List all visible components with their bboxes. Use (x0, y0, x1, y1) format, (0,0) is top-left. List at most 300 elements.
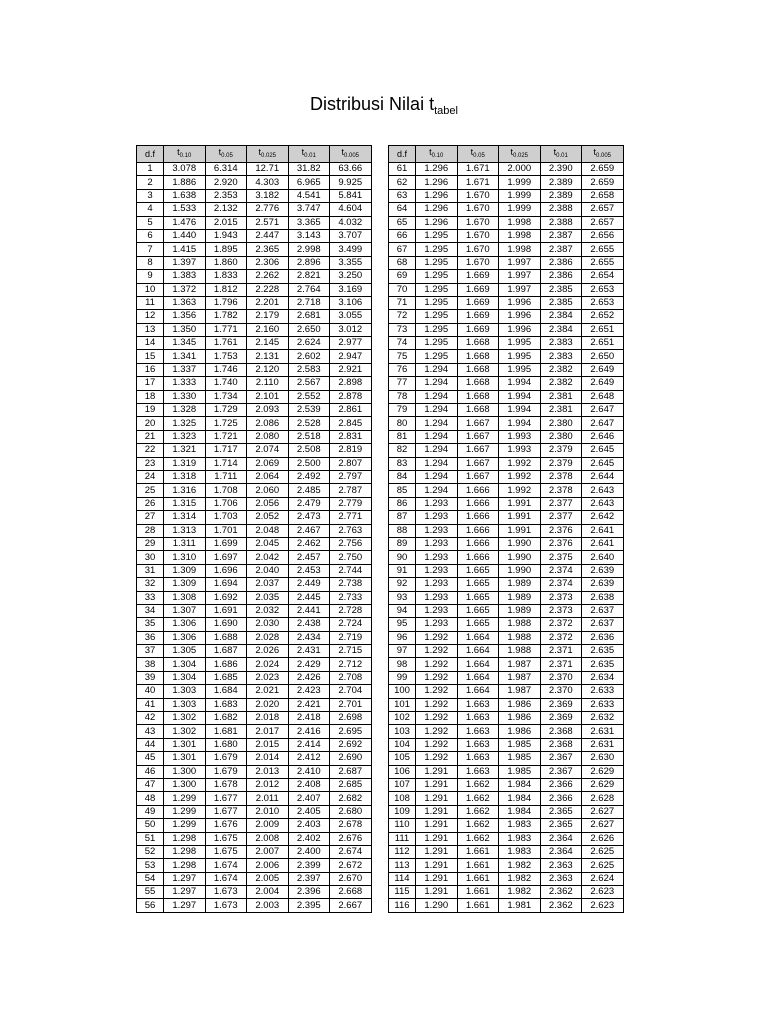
table-row (137, 738, 372, 751)
t-value-cell: 1.310 (164, 551, 206, 564)
df-cell: 16 (137, 363, 164, 376)
df-cell: 32 (137, 578, 164, 591)
t-value-cell: 2.383 (540, 337, 582, 350)
header-subscript: 0.005 (344, 153, 360, 159)
t-value-cell: 2.998 (288, 243, 330, 256)
t-value-cell: 1.696 (205, 564, 247, 577)
table-row (389, 216, 624, 229)
t-value-cell: 1.296 (416, 176, 458, 189)
t-value-cell: 1.341 (164, 350, 206, 363)
t-value-cell: 1.661 (457, 886, 499, 899)
t-value-cell: 1.685 (205, 671, 247, 684)
t-value-cell: 2.028 (247, 631, 289, 644)
t-value-cell: 2.651 (582, 323, 624, 336)
t-value-cell: 2.633 (582, 698, 624, 711)
df-cell: 47 (137, 778, 164, 791)
t-value-cell: 2.920 (205, 176, 247, 189)
t-value-cell: 1.662 (457, 832, 499, 845)
t-value-cell: 1.988 (499, 645, 541, 658)
t-value-cell: 2.640 (582, 551, 624, 564)
t-value-cell: 2.418 (288, 712, 330, 725)
t-value-cell: 2.120 (247, 363, 289, 376)
t-value-cell: 1.321 (164, 444, 206, 457)
t-value-cell: 2.037 (247, 578, 289, 591)
df-cell: 10 (137, 283, 164, 296)
t-value-cell: 1.982 (499, 886, 541, 899)
table-row (137, 404, 372, 417)
t-value-cell: 1.671 (457, 163, 499, 176)
t-value-cell: 2.381 (540, 404, 582, 417)
t-value-cell: 1.293 (416, 524, 458, 537)
t-value-cell: 1.664 (457, 658, 499, 671)
table-row (137, 229, 372, 242)
table-row (389, 404, 624, 417)
table-row (389, 752, 624, 765)
table-row (389, 270, 624, 283)
t-value-cell: 1.990 (499, 551, 541, 564)
t-value-cell: 2.005 (247, 872, 289, 885)
t-value-cell: 1.697 (205, 551, 247, 564)
t-value-cell: 2.708 (330, 671, 372, 684)
df-cell: 49 (137, 805, 164, 818)
t-value-cell: 2.368 (540, 738, 582, 751)
table-row (137, 819, 372, 832)
t-value-cell: 2.382 (540, 377, 582, 390)
title-subscript: tabel (434, 105, 458, 117)
header-subscript: 0.01 (304, 153, 316, 159)
t-table-left (136, 145, 372, 913)
t-value-cell: 2.370 (540, 671, 582, 684)
table-row (389, 417, 624, 430)
df-cell: 61 (389, 163, 416, 176)
df-cell: 97 (389, 645, 416, 658)
t-value-cell: 4.303 (247, 176, 289, 189)
t-value-cell: 1.998 (499, 216, 541, 229)
table-body (137, 163, 372, 913)
t-value-cell: 2.712 (330, 658, 372, 671)
t-value-cell: 1.943 (205, 229, 247, 242)
t-value-cell: 1.676 (205, 819, 247, 832)
t-value-cell: 2.014 (247, 752, 289, 765)
table-row (389, 363, 624, 376)
t-value-cell: 2.387 (540, 229, 582, 242)
table-row (389, 618, 624, 631)
t-value-cell: 3.169 (330, 283, 372, 296)
t-value-cell: 1.293 (416, 551, 458, 564)
t-value-cell: 2.009 (247, 819, 289, 832)
table-row (137, 832, 372, 845)
t-value-cell: 2.473 (288, 511, 330, 524)
header-subscript: 0.025 (513, 153, 529, 159)
t-value-cell: 2.385 (540, 283, 582, 296)
t-value-cell: 2.624 (582, 872, 624, 885)
t-value-cell: 2.656 (582, 229, 624, 242)
t-value-cell: 2.375 (540, 551, 582, 564)
t-value-cell: 1.717 (205, 444, 247, 457)
header-subscript: 0.005 (596, 153, 612, 159)
df-cell: 29 (137, 537, 164, 550)
t-value-cell: 1.295 (416, 256, 458, 269)
df-cell: 76 (389, 363, 416, 376)
t-value-cell: 2.364 (540, 845, 582, 858)
t-value-cell: 1.994 (499, 417, 541, 430)
df-cell: 42 (137, 712, 164, 725)
t-value-cell: 2.623 (582, 886, 624, 899)
t-value-cell: 2.715 (330, 645, 372, 658)
table-row (137, 645, 372, 658)
t-value-cell: 2.008 (247, 832, 289, 845)
t-value-cell: 2.399 (288, 859, 330, 872)
t-value-cell: 2.373 (540, 604, 582, 617)
t-value-cell: 1.292 (416, 712, 458, 725)
t-value-cell: 1.993 (499, 444, 541, 457)
table-row (389, 819, 624, 832)
t-value-cell: 1.670 (457, 256, 499, 269)
table-row (137, 243, 372, 256)
table-row (389, 203, 624, 216)
df-cell: 45 (137, 752, 164, 765)
df-cell: 73 (389, 323, 416, 336)
df-cell: 74 (389, 337, 416, 350)
t-value-cell: 2.201 (247, 296, 289, 309)
t-value-cell: 1.297 (164, 899, 206, 912)
header-subscript: 0.10 (431, 153, 444, 159)
table-row (137, 337, 372, 350)
t-value-cell: 1.996 (499, 310, 541, 323)
t-value-cell: 1.989 (499, 578, 541, 591)
table-row (389, 283, 624, 296)
t-value-cell: 2.364 (540, 832, 582, 845)
df-cell: 88 (389, 524, 416, 537)
table-row (137, 604, 372, 617)
t-value-cell: 1.996 (499, 323, 541, 336)
table-row (389, 725, 624, 738)
df-cell: 11 (137, 296, 164, 309)
df-cell: 79 (389, 404, 416, 417)
df-cell: 77 (389, 377, 416, 390)
df-cell: 28 (137, 524, 164, 537)
t-value-cell: 3.055 (330, 310, 372, 323)
df-cell: 69 (389, 270, 416, 283)
t-value-cell: 2.650 (582, 350, 624, 363)
t-value-cell: 2.374 (540, 578, 582, 591)
t-value-cell: 1.999 (499, 203, 541, 216)
t-value-cell: 2.672 (330, 859, 372, 872)
t-value-cell: 1.833 (205, 270, 247, 283)
t-value-cell: 2.024 (247, 658, 289, 671)
t-value-cell: 2.651 (582, 337, 624, 350)
header-row (389, 146, 624, 163)
t-value-cell: 1.668 (457, 337, 499, 350)
t-value-cell: 2.655 (582, 256, 624, 269)
table-row (389, 671, 624, 684)
df-cell: 113 (389, 859, 416, 872)
df-cell: 39 (137, 671, 164, 684)
t-value-cell: 1.667 (457, 457, 499, 470)
t-value-cell: 1.725 (205, 417, 247, 430)
header-t (499, 146, 541, 163)
t-value-cell: 2.395 (288, 899, 330, 912)
t-value-cell: 2.779 (330, 497, 372, 510)
table-row (389, 189, 624, 202)
t-value-cell: 2.405 (288, 805, 330, 818)
df-cell: 66 (389, 229, 416, 242)
df-cell: 110 (389, 819, 416, 832)
header-t (582, 146, 624, 163)
df-cell: 91 (389, 564, 416, 577)
t-value-cell: 4.541 (288, 189, 330, 202)
t-value-cell: 2.639 (582, 578, 624, 591)
df-cell: 20 (137, 417, 164, 430)
t-value-cell: 2.624 (288, 337, 330, 350)
t-value-cell: 1.296 (416, 163, 458, 176)
t-value-cell: 2.718 (288, 296, 330, 309)
t-value-cell: 2.407 (288, 792, 330, 805)
t-value-cell: 2.695 (330, 725, 372, 738)
t-value-cell: 1.670 (457, 216, 499, 229)
t-value-cell: 1.670 (457, 203, 499, 216)
t-value-cell: 2.093 (247, 404, 289, 417)
t-value-cell: 2.367 (540, 752, 582, 765)
df-cell: 37 (137, 645, 164, 658)
t-value-cell: 2.423 (288, 685, 330, 698)
t-value-cell: 1.997 (499, 270, 541, 283)
t-value-cell: 1.663 (457, 712, 499, 725)
t-value-cell: 12.71 (247, 163, 289, 176)
t-value-cell: 2.110 (247, 377, 289, 390)
t-value-cell: 2.381 (540, 390, 582, 403)
t-value-cell: 2.682 (330, 792, 372, 805)
df-cell: 99 (389, 671, 416, 684)
t-value-cell: 1.991 (499, 497, 541, 510)
t-value-cell: 1.812 (205, 283, 247, 296)
t-value-cell: 1.291 (416, 886, 458, 899)
t-value-cell: 1.292 (416, 645, 458, 658)
t-value-cell: 2.397 (288, 872, 330, 885)
t-value-cell: 2.567 (288, 377, 330, 390)
t-value-cell: 2.379 (540, 457, 582, 470)
t-value-cell: 2.629 (582, 778, 624, 791)
table-row (389, 524, 624, 537)
t-value-cell: 2.438 (288, 618, 330, 631)
t-value-cell: 1.292 (416, 658, 458, 671)
t-value-cell: 2.744 (330, 564, 372, 577)
df-cell: 27 (137, 511, 164, 524)
t-value-cell: 1.304 (164, 671, 206, 684)
t-value-cell: 2.625 (582, 859, 624, 872)
t-value-cell: 1.666 (457, 524, 499, 537)
header-df (389, 146, 416, 163)
t-value-cell: 1.292 (416, 685, 458, 698)
t-value-cell: 1.661 (457, 845, 499, 858)
table-row (389, 457, 624, 470)
df-cell: 86 (389, 497, 416, 510)
df-cell: 15 (137, 350, 164, 363)
df-cell: 8 (137, 256, 164, 269)
table-row (137, 618, 372, 631)
t-value-cell: 1.746 (205, 363, 247, 376)
t-value-cell: 2.353 (205, 189, 247, 202)
t-value-cell: 1.982 (499, 872, 541, 885)
t-value-cell: 4.604 (330, 203, 372, 216)
table-row (389, 537, 624, 550)
t-value-cell: 1.983 (499, 845, 541, 858)
t-value-cell: 2.500 (288, 457, 330, 470)
header-label: t (258, 147, 261, 157)
header-t (416, 146, 458, 163)
t-value-cell: 3.355 (330, 256, 372, 269)
t-value-cell: 1.669 (457, 296, 499, 309)
t-value-cell: 2.160 (247, 323, 289, 336)
t-value-cell: 2.410 (288, 765, 330, 778)
t-value-cell: 2.362 (540, 899, 582, 912)
t-value-cell: 1.708 (205, 484, 247, 497)
df-cell: 34 (137, 604, 164, 617)
table-row (389, 805, 624, 818)
t-value-cell: 2.655 (582, 243, 624, 256)
t-value-cell: 2.396 (288, 886, 330, 899)
t-value-cell: 2.634 (582, 671, 624, 684)
t-value-cell: 1.293 (416, 604, 458, 617)
table-row (389, 323, 624, 336)
t-value-cell: 1.309 (164, 564, 206, 577)
table-row (137, 377, 372, 390)
t-value-cell: 1.294 (416, 444, 458, 457)
t-value-cell: 2.366 (540, 792, 582, 805)
t-value-cell: 1.363 (164, 296, 206, 309)
t-value-cell: 2.627 (582, 805, 624, 818)
df-cell: 52 (137, 845, 164, 858)
df-cell: 82 (389, 444, 416, 457)
t-value-cell: 3.365 (288, 216, 330, 229)
t-value-cell: 1.684 (205, 685, 247, 698)
t-value-cell: 1.989 (499, 604, 541, 617)
table-row (389, 685, 624, 698)
df-cell: 102 (389, 712, 416, 725)
t-value-cell: 1.668 (457, 377, 499, 390)
t-value-cell: 1.729 (205, 404, 247, 417)
df-cell: 95 (389, 618, 416, 631)
header-row (137, 146, 372, 163)
table-row (137, 163, 372, 176)
t-value-cell: 1.300 (164, 778, 206, 791)
t-value-cell: 2.750 (330, 551, 372, 564)
t-value-cell: 1.291 (416, 845, 458, 858)
t-value-cell: 1.315 (164, 497, 206, 510)
t-value-cell: 1.372 (164, 283, 206, 296)
t-value-cell: 2.571 (247, 216, 289, 229)
table-row (137, 631, 372, 644)
df-cell: 107 (389, 778, 416, 791)
t-value-cell: 1.699 (205, 537, 247, 550)
t-value-cell: 1.983 (499, 832, 541, 845)
t-value-cell: 2.528 (288, 417, 330, 430)
table-row (137, 658, 372, 671)
header-label: t (470, 147, 474, 157)
df-cell: 100 (389, 685, 416, 698)
t-value-cell: 1.664 (457, 671, 499, 684)
t-value-cell: 1.325 (164, 417, 206, 430)
t-value-cell: 1.675 (205, 845, 247, 858)
df-cell: 90 (389, 551, 416, 564)
t-value-cell: 2.386 (540, 270, 582, 283)
t-value-cell: 1.721 (205, 430, 247, 443)
t-value-cell: 2.365 (247, 243, 289, 256)
t-value-cell: 2.643 (582, 484, 624, 497)
t-value-cell: 1.668 (457, 404, 499, 417)
t-value-cell: 1.293 (416, 578, 458, 591)
t-value-cell: 1.295 (416, 350, 458, 363)
table-row (389, 792, 624, 805)
table-row (137, 350, 372, 363)
table-row (389, 511, 624, 524)
table-row (389, 698, 624, 711)
t-value-cell: 2.921 (330, 363, 372, 376)
t-value-cell: 1.290 (416, 899, 458, 912)
t-value-cell: 1.291 (416, 765, 458, 778)
table-row (137, 671, 372, 684)
table-row (137, 685, 372, 698)
df-cell: 87 (389, 511, 416, 524)
t-value-cell: 2.636 (582, 631, 624, 644)
t-value-cell: 1.291 (416, 792, 458, 805)
t-value-cell: 2.064 (247, 470, 289, 483)
t-value-cell: 1.985 (499, 752, 541, 765)
t-value-cell: 1.415 (164, 243, 206, 256)
table-row (389, 377, 624, 390)
df-cell: 12 (137, 310, 164, 323)
df-cell: 35 (137, 618, 164, 631)
t-value-cell: 1.294 (416, 484, 458, 497)
table-row (137, 470, 372, 483)
df-cell: 75 (389, 350, 416, 363)
df-cell: 85 (389, 484, 416, 497)
t-value-cell: 2.368 (540, 725, 582, 738)
t-value-cell: 2.382 (540, 363, 582, 376)
table-row (389, 765, 624, 778)
t-value-cell: 1.294 (416, 404, 458, 417)
t-value-cell: 1.999 (499, 176, 541, 189)
t-value-cell: 1.782 (205, 310, 247, 323)
t-value-cell: 3.747 (288, 203, 330, 216)
t-value-cell: 2.787 (330, 484, 372, 497)
t-value-cell: 1.995 (499, 337, 541, 350)
t-value-cell: 2.426 (288, 671, 330, 684)
t-value-cell: 1.306 (164, 618, 206, 631)
t-value-cell: 2.625 (582, 845, 624, 858)
t-value-cell: 2.676 (330, 832, 372, 845)
t-value-cell: 2.369 (540, 698, 582, 711)
table-row (389, 256, 624, 269)
t-value-cell: 2.508 (288, 444, 330, 457)
t-value-cell: 1.991 (499, 524, 541, 537)
t-value-cell: 1.673 (205, 899, 247, 912)
table-row (389, 591, 624, 604)
df-cell: 33 (137, 591, 164, 604)
t-value-cell: 2.896 (288, 256, 330, 269)
t-value-cell: 3.106 (330, 296, 372, 309)
t-value-cell: 2.738 (330, 578, 372, 591)
t-value-cell: 1.690 (205, 618, 247, 631)
table-row (389, 604, 624, 617)
t-value-cell: 1.994 (499, 404, 541, 417)
t-value-cell: 9.925 (330, 176, 372, 189)
t-value-cell: 6.965 (288, 176, 330, 189)
t-value-cell: 1.663 (457, 765, 499, 778)
t-value-cell: 2.462 (288, 537, 330, 550)
header-df (137, 146, 164, 163)
table-row (137, 591, 372, 604)
